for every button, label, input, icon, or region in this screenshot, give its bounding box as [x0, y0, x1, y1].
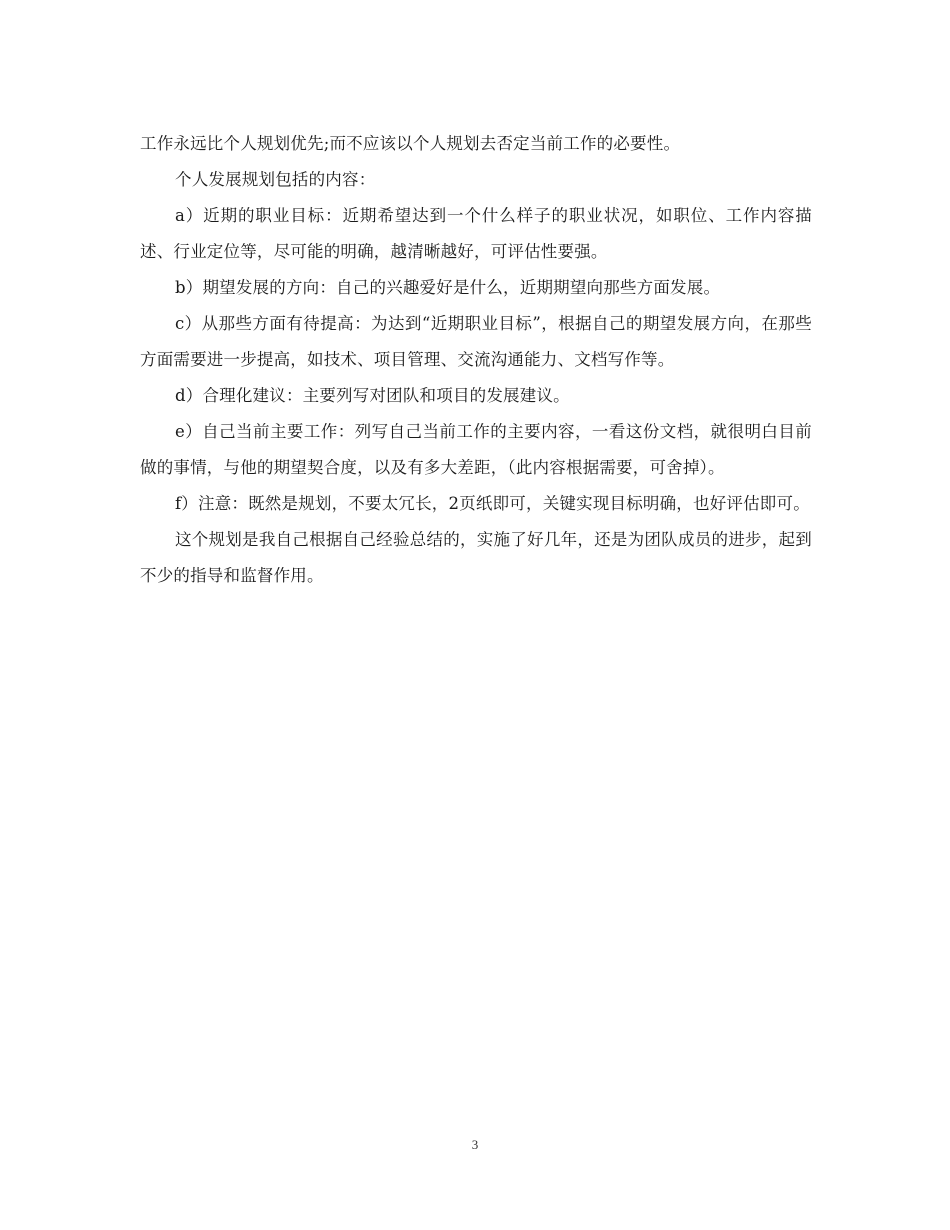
paragraph-continuation: 工作永远比个人规划优先;而不应该以个人规划去否定当前工作的必要性。 [140, 134, 681, 153]
body-text [140, 126, 812, 594]
page-number: 3 [471, 1137, 479, 1152]
paragraph-item-a: a）近期的职业目标：近期希望达到一个什么样子的职业状况，如职位、工作内容描述、行业定位等，尽可能的明确，越清晰越好，可评估性要强。 [140, 206, 812, 261]
paragraph-item-b: b）期望发展的方向：自己的兴趣爱好是什么，近期期望向那些方面发展。 [175, 278, 721, 297]
paragraph-item-e: e）自己当前主要工作：列写自己当前工作的主要内容，一看这份文档，就很明白目前做的事情，与他的期望契合度，以及有多大差距，（此内容根据需要，可舍掉）。 [140, 422, 812, 477]
paragraph-item-c: c）从那些方面有待提高：为达到“近期职业目标”，根据自己的期望发展方向，在那些方面需要进一步提高，如技术、项目管理、交流沟通能力、文档写作等。 [140, 314, 812, 369]
paragraph-conclusion: 这个规划是我自己根据自己经验总结的，实施了好几年，还是为团队成员的进步，起到不少的指导和监督作用。 [140, 530, 812, 585]
paragraph-item-f: f）注意：既然是规划，不要太冗长，2页纸即可，关键实现目标明确，也好评估即可。 [175, 494, 810, 513]
paragraph-plan-contents-heading: 个人发展规划包括的内容： [175, 170, 376, 189]
paragraph-item-d: d）合理化建议：主要列写对团队和项目的发展建议。 [175, 386, 570, 405]
